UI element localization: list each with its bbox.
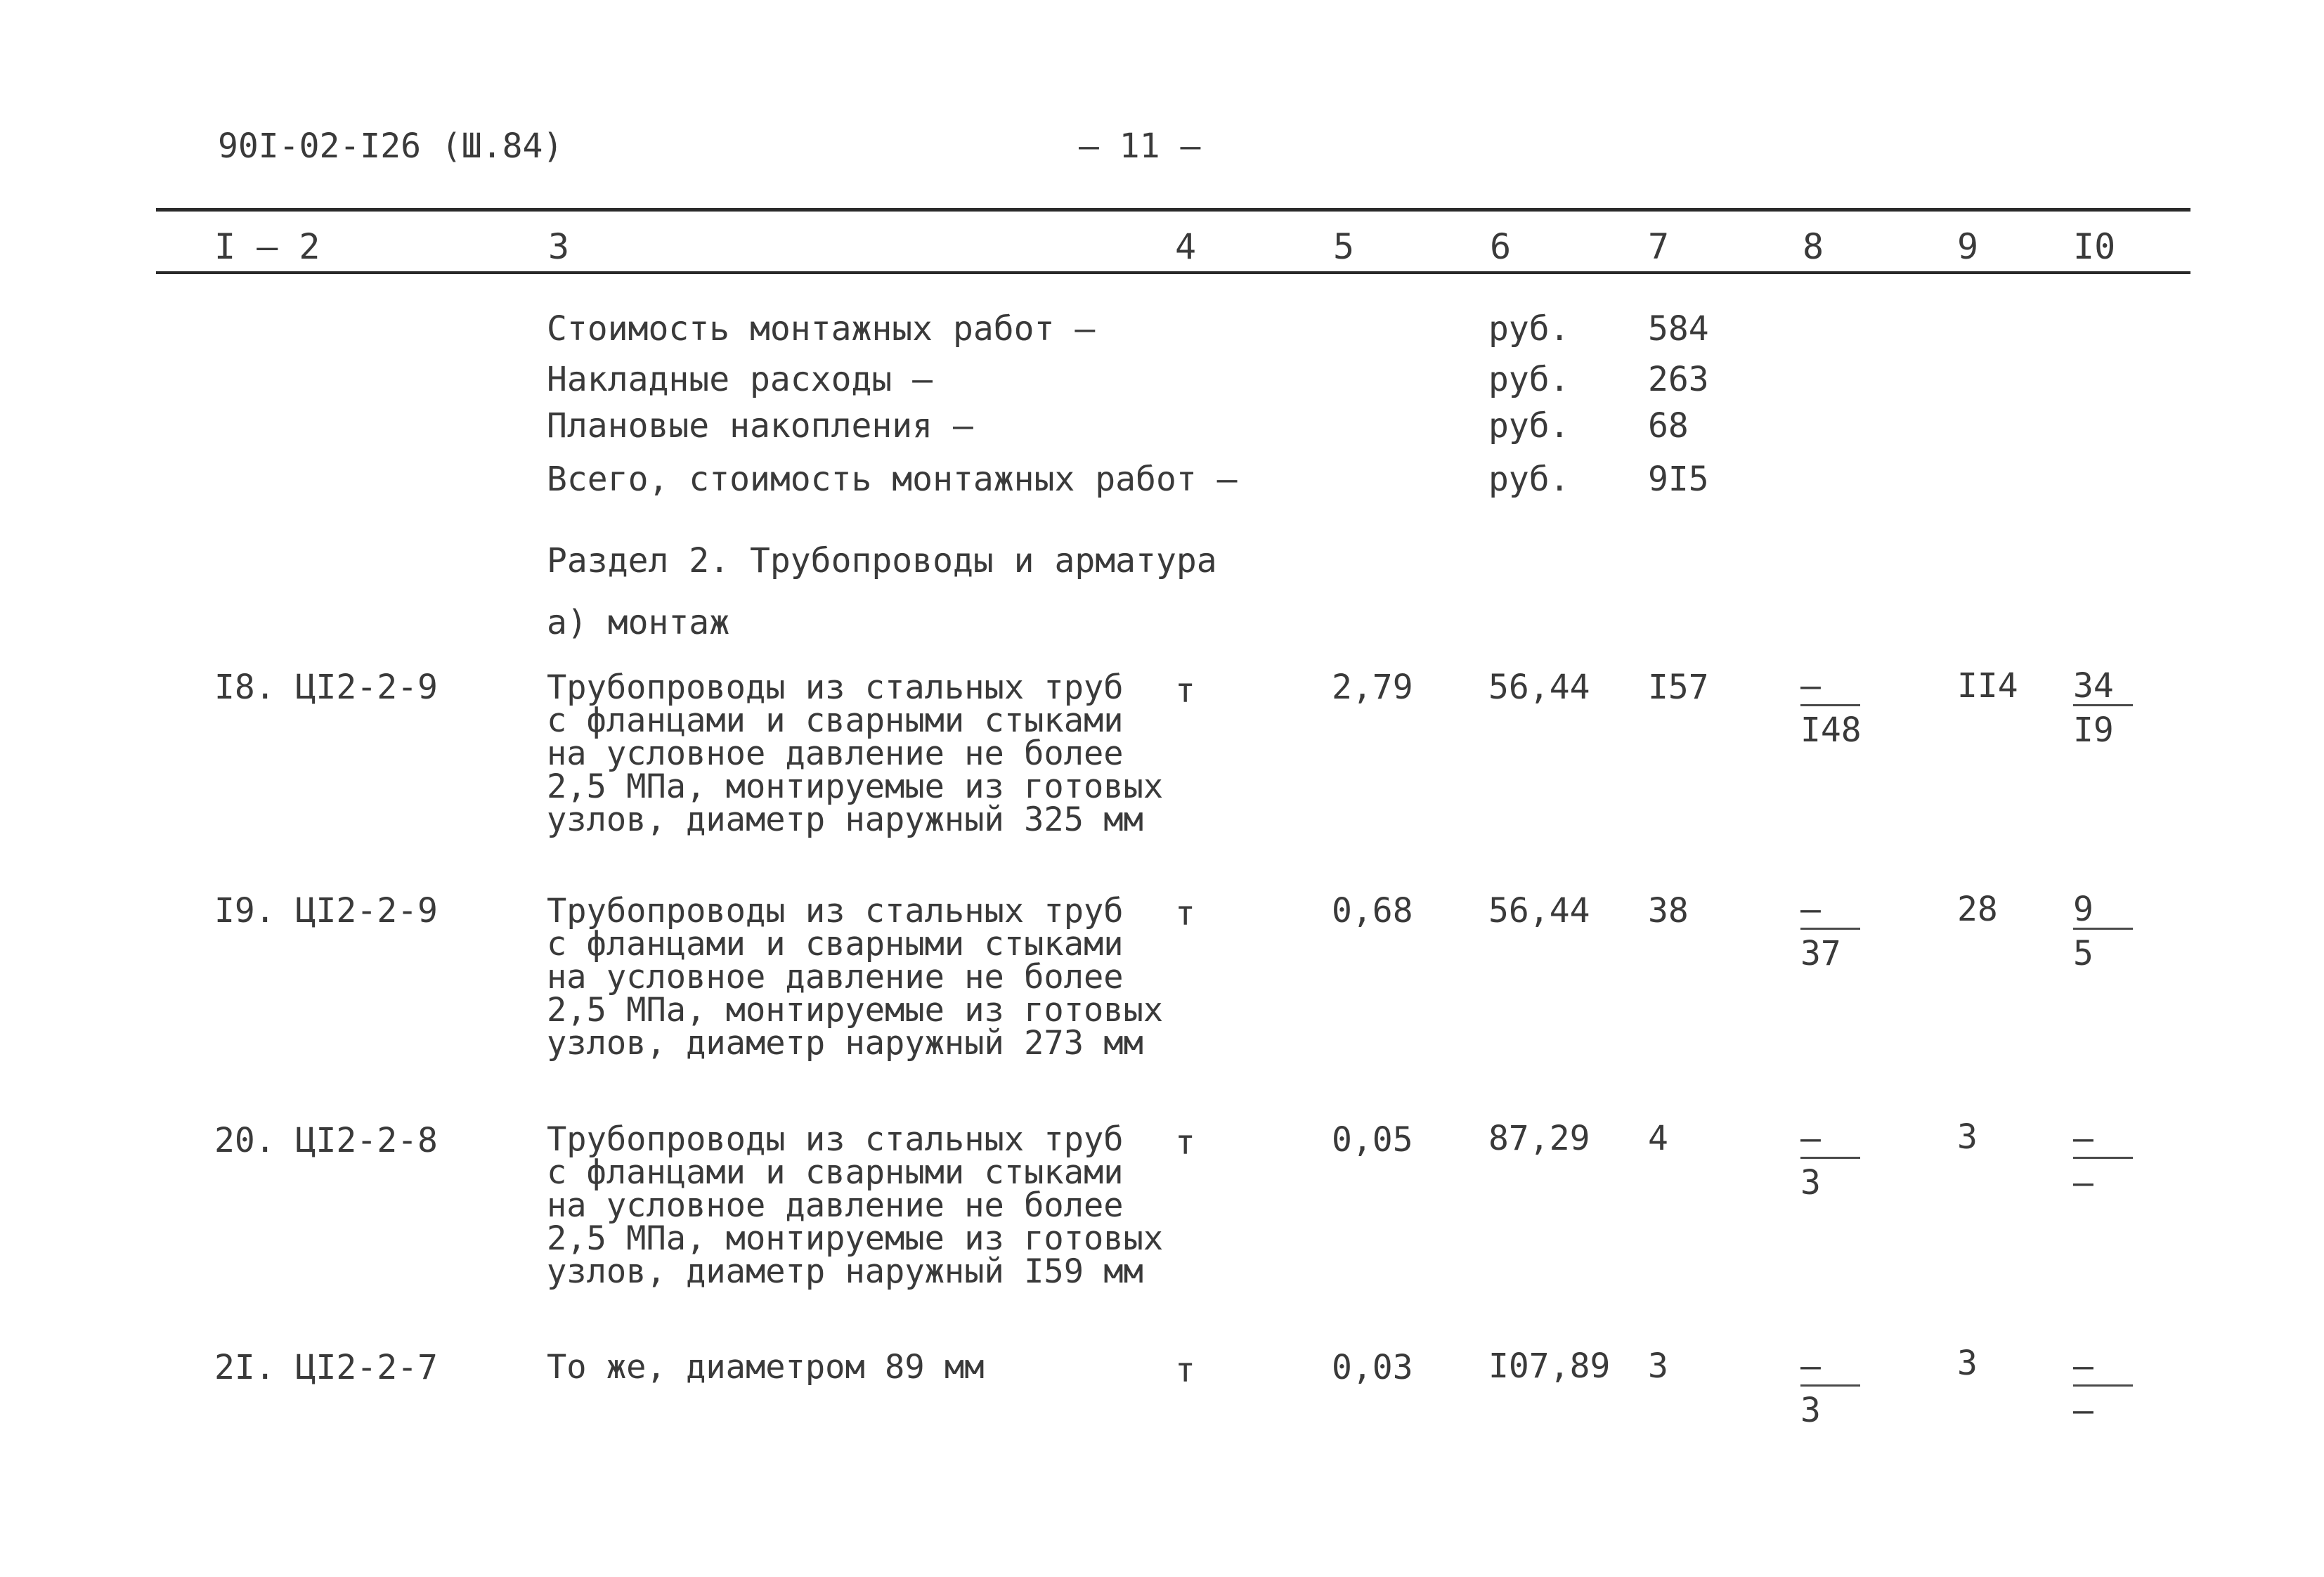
summary-value: 68 (1648, 406, 1689, 446)
row-col9: 3 (1957, 1344, 1978, 1383)
row-col9: II4 (1957, 666, 2018, 706)
fraction-denominator: – (2073, 1163, 2093, 1202)
row-col10-fraction (2073, 888, 2133, 975)
fraction-numerator: – (2073, 1346, 2093, 1386)
row-quantity: 0,68 (1332, 891, 1413, 930)
row-col10-fraction (2073, 1345, 2133, 1432)
row-col8-fraction (1800, 665, 1862, 751)
summary-value: 9I5 (1648, 460, 1709, 499)
col-header-3: 3 (548, 226, 570, 267)
row-number: 20. ЦI2-2-8 (214, 1121, 438, 1160)
summary-label: Стоимость монтажных работ – (547, 309, 1096, 349)
row-total: 38 (1648, 891, 1689, 930)
row-total: 3 (1648, 1346, 1668, 1386)
fraction-denominator: 3 (1800, 1163, 1821, 1202)
fraction-denominator: 5 (2073, 934, 2093, 973)
summary-unit: руб. (1488, 360, 1570, 399)
fraction-numerator: – (2073, 1119, 2093, 1158)
fraction-numerator: – (1800, 1119, 1821, 1158)
fraction-numerator: 34 (2073, 666, 2114, 706)
section-title: Раздел 2. Трубопроводы и арматура (547, 541, 1217, 580)
summary-label: Всего, стоимость монтажных работ – (547, 460, 1238, 499)
row-col9: 28 (1957, 890, 1998, 929)
row-price: 56,44 (1488, 891, 1590, 930)
section-subtitle: а) монтаж (547, 603, 730, 642)
row-description: Трубопроводы из стальных труб с фланцами и сварными стыками на условное давление не более 2,5 МПа, монтируемые из готовых узлов, диаметр наружный 273 мм (547, 892, 1164, 1063)
fraction-numerator: – (1800, 890, 1821, 929)
fraction-numerator: – (1800, 1346, 1821, 1386)
row-col8-fraction (1800, 1345, 1860, 1432)
fraction-denominator: 3 (1800, 1391, 1821, 1430)
row-col8-fraction (1800, 888, 1860, 975)
row-description: То же, диаметром 89 мм (547, 1348, 985, 1387)
row-total: 4 (1648, 1119, 1668, 1158)
page-number: – 11 – (1079, 126, 1201, 166)
row-quantity: 2,79 (1332, 668, 1413, 707)
col-header-8: 8 (1803, 226, 1824, 267)
col-header-10: I0 (2073, 226, 2116, 267)
row-col10-fraction (2073, 665, 2133, 751)
col-header-4: 4 (1175, 226, 1197, 267)
summary-value: 263 (1648, 360, 1709, 399)
row-price: 56,44 (1488, 668, 1590, 707)
document-code: 90I-02-I26 (Ш.84) (218, 126, 564, 166)
row-quantity: 0,05 (1332, 1120, 1413, 1160)
header-bottom-rule (156, 271, 2190, 274)
fraction-denominator: – (2073, 1391, 2093, 1430)
fraction-denominator: 37 (1800, 934, 1841, 973)
row-unit: т (1175, 894, 1195, 933)
col-header-6: 6 (1490, 226, 1512, 267)
col-header-9: 9 (1957, 226, 1979, 267)
row-total: I57 (1648, 668, 1709, 707)
fraction-numerator: – (1800, 666, 1821, 706)
row-number: I9. ЦI2-2-9 (214, 891, 438, 930)
summary-label: Накладные расходы – (547, 360, 933, 399)
fraction-denominator: I48 (1800, 710, 1862, 750)
row-col8-fraction (1800, 1117, 1860, 1204)
row-quantity: 0,03 (1332, 1348, 1413, 1387)
row-col10-fraction (2073, 1117, 2133, 1204)
fraction-numerator: 9 (2073, 890, 2093, 929)
row-description: Трубопроводы из стальных труб с фланцами и сварными стыками на условное давление не более 2,5 МПа, монтируемые из готовых узлов, диаметр наружный I59 мм (547, 1120, 1164, 1291)
row-unit: т (1175, 1351, 1195, 1390)
summary-unit: руб. (1488, 406, 1570, 446)
summary-label: Плановые накопления – (547, 406, 973, 446)
summary-unit: руб. (1488, 460, 1570, 499)
top-rule (156, 208, 2190, 212)
summary-value: 584 (1648, 309, 1709, 349)
row-col9: 3 (1957, 1117, 1978, 1157)
row-unit: т (1175, 671, 1195, 710)
row-number: 2I. ЦI2-2-7 (214, 1348, 438, 1387)
row-unit: т (1175, 1123, 1195, 1162)
row-price: 87,29 (1488, 1119, 1590, 1158)
row-description: Трубопроводы из стальных труб с фланцами и сварными стыками на условное давление не более 2,5 МПа, монтируемые из готовых узлов, диаметр наружный 325 мм (547, 668, 1164, 839)
summary-unit: руб. (1488, 309, 1570, 349)
col-header-7: 7 (1648, 226, 1670, 267)
fraction-denominator: I9 (2073, 710, 2114, 750)
row-price: I07,89 (1488, 1346, 1611, 1386)
col-header-5: 5 (1333, 226, 1355, 267)
col-header-1-2: I – 2 (214, 226, 320, 267)
row-number: I8. ЦI2-2-9 (214, 668, 438, 707)
